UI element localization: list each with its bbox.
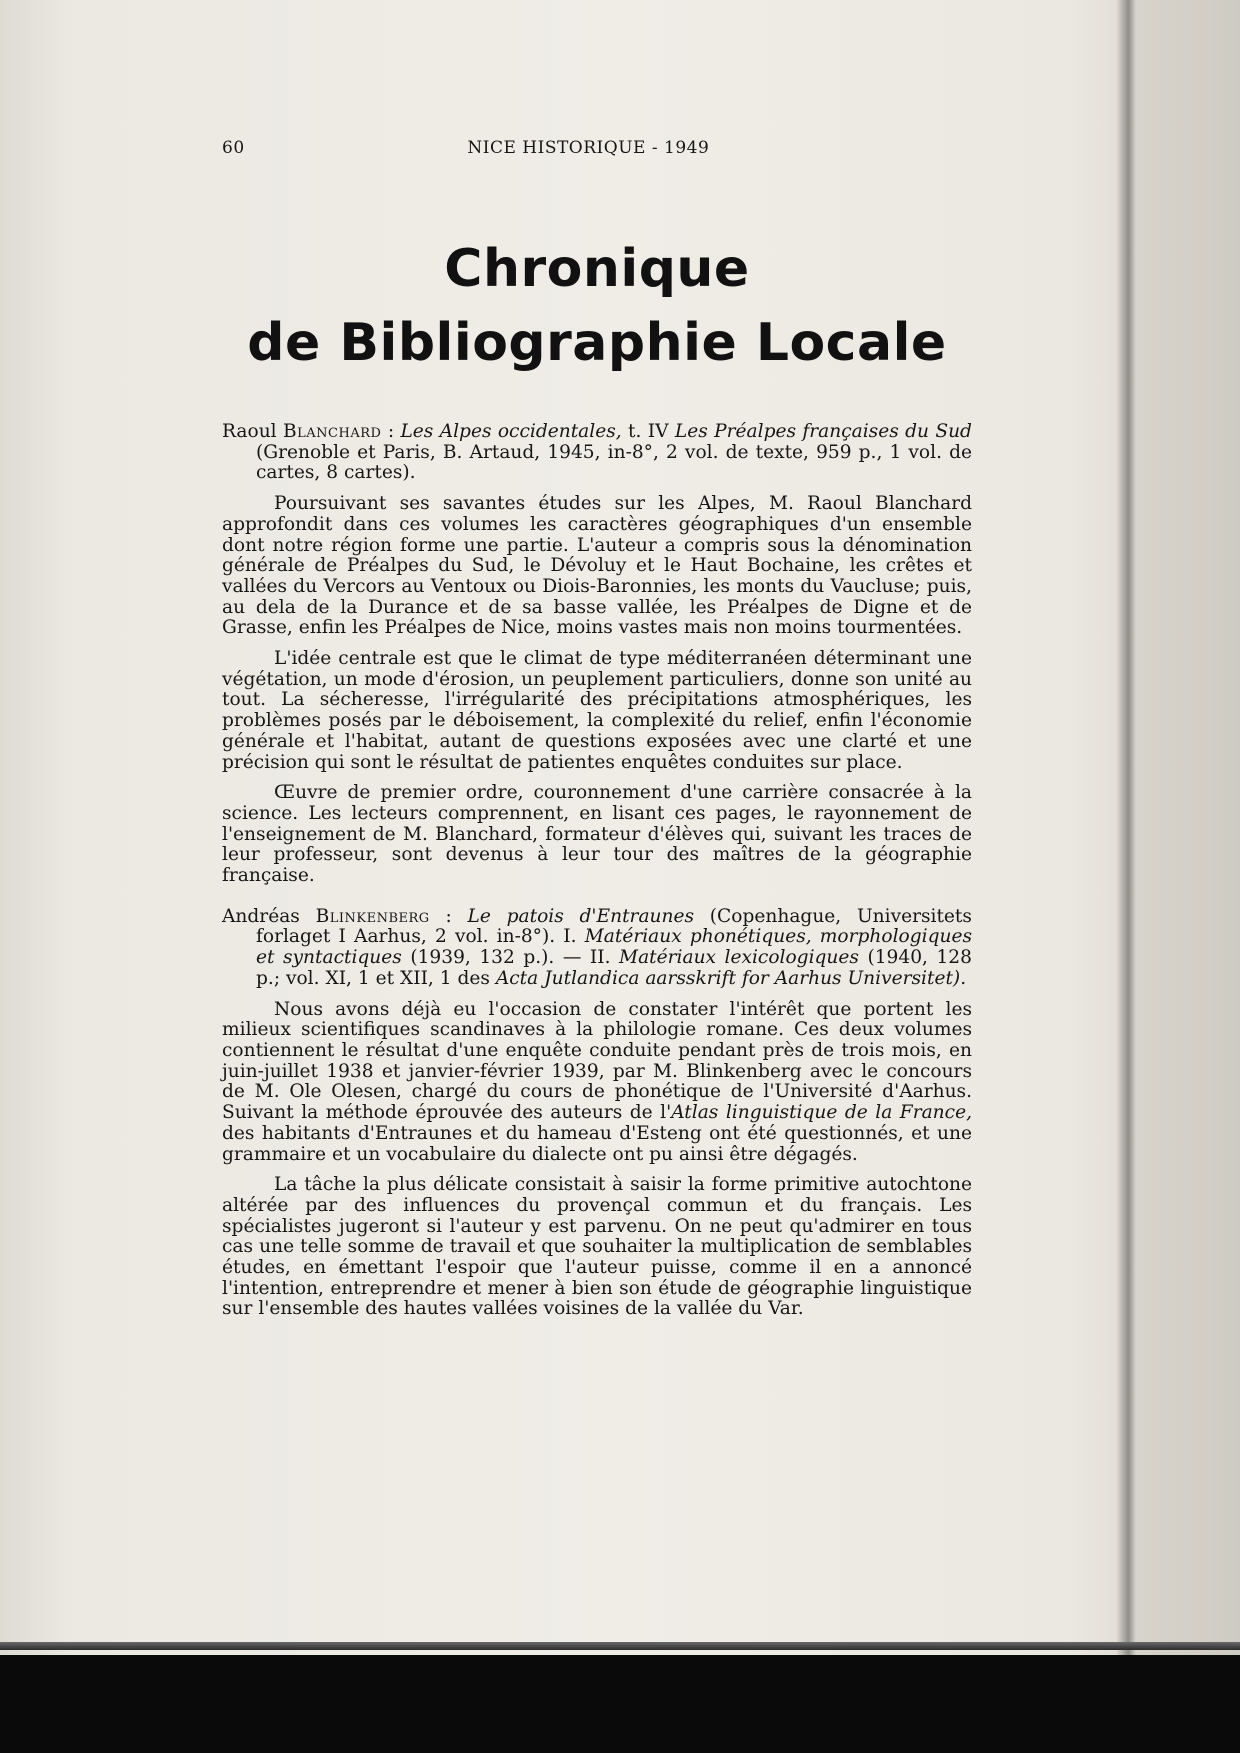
title-line-1: Chronique [444,239,750,299]
citation [222,422,972,484]
colon: : [387,421,395,442]
review-paragraph: La tâche la plus délicate consistait à saisir la forme primitive autochtone altérée par des influences du provençal commun et du français. Les spécialistes jugeront si l'auteur y est parvenu. On ne peut qu'admirer en tous cas une telle somme de travail et que souhaiter la multiplication de semblables études, en émettant l'espoir que l'auteur puisse, comme il en a annoncé l'intention, entreprendre et mener à bien son étude de géographie linguistique sur l'ensemble des hautes vallées voisines de la vallée du Var. [222,1174,972,1320]
paragraph-text: des habitants d'Entraunes et du hameau d'Esteng ont été questionnés, et une grammaire et un vocabulaire du dialecte ont pu ainsi être dégagés. [222,1122,972,1165]
series-title: Acta Jutlandica aarsskrift for Aarhus Universitet). [495,967,967,989]
author-last-name: Blinkenberg [315,905,430,927]
review-paragraph: Œuvre de premier ordre, couronnement d'une carrière consacrée à la science. Les lecteurs comprennent, en lisant ces pages, le rayonnement de l'enseignement de M. Blanchard, formateur d'élèves qui, suivant les traces de leur professeur, sont devenus à leur tour des maîtres de la géographie française. [222,782,972,887]
header-separator: - [651,138,659,158]
colon: : [445,905,452,927]
journal-year: 1949 [664,138,710,158]
tome-label: t. IV [628,421,669,442]
citation [222,907,972,990]
running-header [222,138,742,158]
review-paragraph [222,1000,972,1166]
paragraph-text: Nous avons déjà eu l'occasion de constater l'intérêt que portent les milieux scientifiques scandinaves à la philologie romane. Ces deux volumes contiennent le résultat d'une enquête conduite pendant près de trois mois, en juin-juillet 1938 et janvier-février 1939, par M. Blinkenberg avec le concours de M. Ole Olesen, chargé du cours de phonétique de l'Université d'Aarhus. Suivant la méthode éprouvée des auteurs de l' [222,998,972,1124]
publication-details: (Grenoble et Paris, B. Artaud, 1945, in-8°, 2 vol. de texte, 959 p., 1 vol. de cartes, 8 cartes). [256,441,972,484]
title-line-2: de Bibliographie Locale [247,313,947,373]
page-number: 60 [222,138,245,158]
page-bottom-edge [0,1642,1240,1650]
book-title: Les Alpes occidentales, [400,421,622,442]
book-subtitle: Les Préalpes françaises du Sud [674,421,972,442]
author-last-name: Blanchard [283,421,382,442]
journal-name: NICE HISTORIQUE [467,138,646,158]
volume-2-details: (1940, 128 p.; vol. XI, 1 et XII, 1 des [256,947,972,989]
journal-header [467,138,709,158]
book-title: Le patois d'Entraunes [467,905,695,927]
document-page [222,138,972,1320]
volume-1-details: (1939, 132 p.). — II. [410,947,611,969]
volume-1-title: Matériaux phonétiques, morphologiques et syntactiques [256,926,973,969]
review-paragraph: L'idée centrale est que le climat de type méditerranéen déterminant une végétation, un mode d'érosion, un peuplement particuliers, donne son unité au tout. La sécheresse, l'irrégularité des précipitations atmosphériques, les problèmes posés par le déboisement, la complexité du relief, enfin l'économie générale et l'habitat, autant de questions exposées avec une clarté et une précision qui sont le résultat de patientes enquêtes conduites sur place. [222,648,972,773]
publication-details: (Copenhague, Universitets forlaget I Aarhus, 2 vol. in-8°). I. [256,905,972,948]
author-first-name: Raoul [222,421,277,442]
atlas-title: Atlas linguistique de la France, [671,1102,972,1124]
scanner-border [0,1655,1240,1753]
volume-2-title: Matériaux lexicologiques [619,947,859,969]
page-title [222,232,972,380]
review-paragraph: Poursuivant ses savantes études sur les Alpes, M. Raoul Blanchard approfondit dans ces volumes les caractères géographiques d'un ensemble dont notre région forme une partie. L'auteur a compris sous la dénomination générale de Préalpes du Sud, le Dévoluy et le Haut Bochaine, les crêtes et vallées du Vercors au Ventoux ou Diois-Baronnies, les monts du Vaucluse; puis, au dela de la Durance et de sa basse vallée, les Préalpes de Digne et de Grasse, enfin les Préalpes de Nice, moins vastes mais non moins tourmentées. [222,493,972,639]
bibliography-entry [222,422,972,887]
bibliography-entry [222,907,972,1320]
author-first-name: Andréas [222,905,300,927]
